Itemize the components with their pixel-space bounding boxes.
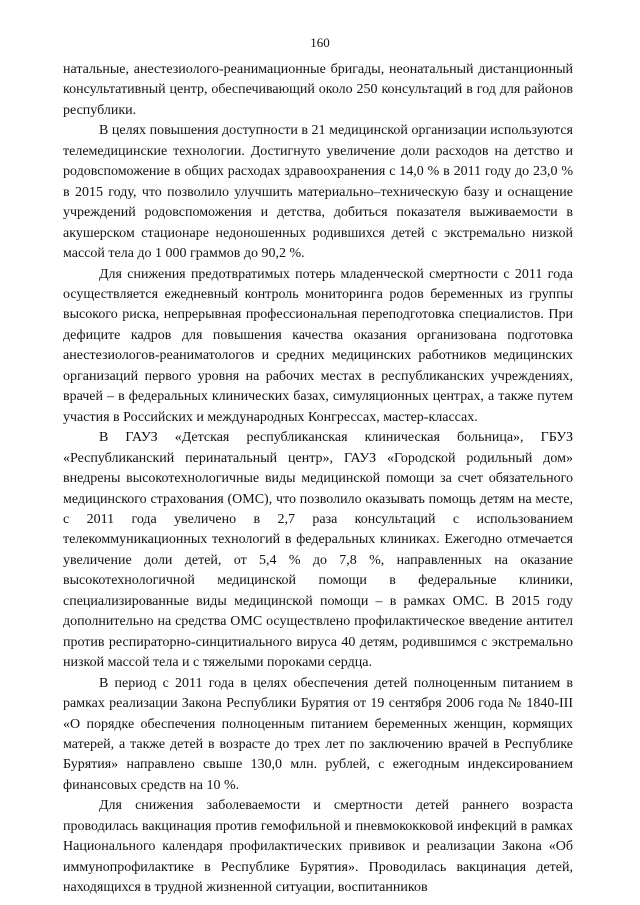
paragraph: Для снижения предотвратимых потерь младенческой смертности с 2011 года осуществляется ежедневный контроль мониторинга родов беременных из группы высокого риска, непрерывная профессиональная переподготовка специалистов. При дефиците кадров для повышения качества оказания организована подготовка анестезиологов-реаниматологов и средних медицинских работников медицинских организаций первого уровня на рабочих местах в республиканских учреждениях, врачей – в федеральных клинических базах, симуляционных центрах, а также путем участия в Российских и международных Конгрессах, мастер-классах. (63, 266, 573, 425)
paragraph: В целях повышения доступности в 21 медицинской организации используются телемедицинские технологии. Достигнуто увеличение доли расходов на детство и родовспоможение в общих расходах здравоохранения с 14,0 % в 2011 году до 23,0 % в 2015 году, что позволило улучшить материально–техническую базу и оснащение учреждений родовспоможения и детства, добиться показателя выживаемости в акушерском стационаре недоношенных родившихся детей с экстремально низкой массой тела до 1 000 граммов до 90,2 %. (63, 123, 573, 262)
paragraph: натальные, анестезиолого-реанимационные бригады, неонатальный дистанционный консультативный центр, обеспечивающий около 250 консультаций в год для районов республики. (63, 62, 573, 118)
paragraph: В ГАУЗ «Детская республиканская клиническая больница», ГБУЗ «Республиканский перинатальный центр», ГАУЗ «Городской родильный дом» внедрены высокотехнологичные виды медицинской помощи за счет обязательного медицинского страхования (ОМС), что позволило оказывать помощь детям на месте, с 2011 года увеличено в 2,7 раза консультаций с использованием телекоммуникационных технологий в федеральных клиниках. Ежегодно отмечается увеличение доли детей, от 5,4 % до 7,8 %, направленных на оказание высокотехнологичной медицинской помощи в федеральные клиники, специализированные виды медицинской помощи – в рамках ОМС. В 2015 году дополнительно на средства ОМС осуществлено профилактическое введение антител против респираторно-синцитиального вируса 40 детям, родившимся с экстремально низкой массой тела и с тяжелыми пороками сердца. (63, 430, 573, 671)
page-body (63, 60, 573, 899)
page-number: 160 (310, 35, 330, 50)
paragraph: В период с 2011 года в целях обеспечения детей полноценным питанием в рамках реализации Закона Республики Бурятия от 19 сентября 2006 года № 1840-III «О порядке обеспечения полноценным питанием беременных женщин, кормящих матерей, а также детей в возрасте до трех лет по заключению врачей в Республике Бурятия» направлено свыше 130,0 млн. рублей, с ежегодным индексированием финансовых средств на 10 %. (63, 675, 573, 793)
paragraph: Для снижения заболеваемости и смертности детей раннего возраста проводилась вакцинация против гемофильной и пневмококковой инфекций в рамках Национального календаря профилактических прививок и реализации Закона «Об иммунопрофилактике в Республике Бурятия». Проводилась вакцинация детей, находящихся в трудной жизненной ситуации, воспитанников (63, 798, 573, 896)
